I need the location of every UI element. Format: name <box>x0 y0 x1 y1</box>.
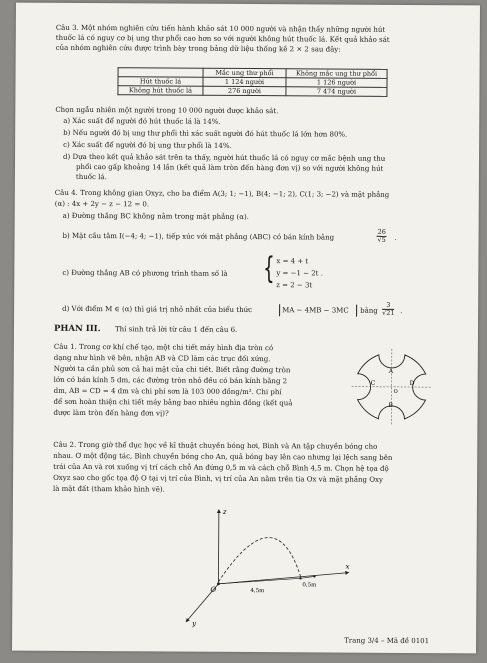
q4-item-d: d) Với điểm M ∈ (α) thì giá trị nhỏ nhất của biểu thức <box>62 304 253 315</box>
table-cell: 7 474 người <box>286 87 387 97</box>
table-row <box>118 86 387 97</box>
fraction-numerator: 26 <box>377 227 386 236</box>
system-brace-icon: { <box>263 251 275 287</box>
p2-line-4: Oxyz sao cho gốc tọa độ O tại vị trí của Bình, vị trí của An nằm trên tia Ox và mặt phẳng Oxy <box>53 473 383 484</box>
label-z: z <box>222 507 227 516</box>
machine-part-figure <box>345 345 438 430</box>
q4-b-end: . <box>394 233 397 242</box>
p2-line-3: trái của An và rơi xuống vị trí cách chỗ An đứng 0,5 m và cách chỗ Bình 4,5 m. Chọn hệ tọa độ <box>53 462 389 473</box>
label-0-5m: 0,5m <box>302 582 317 589</box>
p2-line-2: nhau. Ở một động tác, Bình chuyền bóng cho An, quả bóng bay lên cao nhưng lại lệch sang bên <box>53 451 393 462</box>
fraction-numerator: 3 <box>382 302 394 310</box>
q4-d-equals-word: bằng <box>360 306 378 315</box>
q4-d-fraction <box>382 302 395 317</box>
label-4-5m: 4,5m <box>250 588 265 595</box>
label-o: O <box>393 388 398 395</box>
smoking-table <box>117 67 387 97</box>
p1-line-7: được làm tròn đến hàng đơn vị)? <box>53 408 169 418</box>
q4-item-b: b) Mặt cầu tâm I(−4; 4; −1), tiếp xúc với mặt phẳng (ABC) có bán kính bằng <box>62 231 335 242</box>
q4-c-eq-2: y = −1 − 2t . <box>276 269 323 278</box>
label-origin: O <box>210 585 217 594</box>
p1-line-6: để sơn hoàn thiện chi tiết máy bằng bao nhiêu nghìn đồng (kết quả <box>53 397 293 408</box>
p1-line-4: lớn có bán kính 5 dm, các đường tròn nhỏ đều có bán kính bằng 2 <box>53 375 288 386</box>
q3-item-a: a) Xác suất để người đó hút thuốc lá là 14%. <box>63 116 221 126</box>
q3-item-d-line-2: phổi cao gấp khoảng 14 lần (kết quả làm tròn đến hàng đơn vị) so với người không hút <box>75 162 384 173</box>
p1-line-5: dm, AB = CD = 4 dm và chi phí sơn là 103 000 đồng/m². Chi phí <box>53 386 282 397</box>
part-heading: PHẦN III. <box>53 323 101 335</box>
q4-item-a: a) Đường thẳng BC không nằm trong mặt phẳng (α). <box>62 211 249 222</box>
q4-c-eq-3: z = 2 − 3t <box>276 281 313 290</box>
fraction-denominator: √5 <box>377 235 386 244</box>
label-b: B <box>388 401 393 409</box>
label-x: x <box>345 562 350 571</box>
coordinate-figure <box>162 501 363 630</box>
q4-d-end: . <box>400 306 403 315</box>
label-d: D <box>409 380 415 388</box>
label-c: C <box>370 379 376 387</box>
q3-intro-line-1: Câu 3. Một nhóm nghiên cứu tiến hành khảo sát 10 000 người và nhận thấy những người hút <box>55 23 386 34</box>
part-subtitle: Thí sinh trả lời từ câu 1 đến câu 6. <box>114 325 238 334</box>
table-cell: Không hút thuốc lá <box>118 86 203 96</box>
q3-prompt: Chọn ngẫu nhiên một người trong 10 000 người được khảo sát. <box>55 105 279 116</box>
q4-c-eq-1: x = 4 + t <box>276 257 309 266</box>
table-header-cell: Không mắc ung thư phổi <box>286 69 387 79</box>
q4-b-fraction <box>377 229 387 244</box>
q4-intro-line-2: (α) : 4x + 2y − z − 12 = 0. <box>54 199 150 209</box>
p2-line-1: Câu 2. Trong giờ thể dục học về kĩ thuật chuyền bóng hơi, Bình và An tập chuyền bóng cho <box>53 440 378 451</box>
an-position-point <box>313 575 315 577</box>
q4-item-c: c) Đường thẳng AB có phương trình tham số là <box>62 268 228 278</box>
q3-intro-line-2: thuốc lá có nguy cơ bị ung thư phổi cao hơn so với người không hút thuốc lá. Kết quả khảo sát <box>55 33 390 44</box>
table-cell: Hút thuốc lá <box>118 77 203 87</box>
q3-item-b: b) Nếu người đó bị ung thư phổi thì xác suất người đó hút thuốc lá lớn hơn 80%. <box>63 128 348 139</box>
table-cell: 276 người <box>203 86 286 96</box>
q3-item-d: d) Dựa theo kết quả khảo sát trên ta thấy, người hút thuốc lá có nguy cơ mắc bệnh ung thư <box>63 152 386 163</box>
label-y: y <box>192 619 197 628</box>
table-cell: 1 124 người <box>203 77 286 87</box>
exam-page <box>12 3 480 654</box>
p1-line-2: dạng như hình vẽ bên, nhận AB và CD làm các trục đối xứng. <box>53 353 271 364</box>
table-cell: 1 126 người <box>286 78 387 88</box>
p1-line-1: Câu 1. Trong cơ khí chế tạo, một chi tiết máy hình địa tròn có <box>53 342 274 353</box>
q4-intro-line-1: Câu 4. Trong không gian Oxyz, cho ba điểm A(3; 1; −1), B(4; −1; 2), C(1; 3; −2) và mặt phẳng <box>54 188 390 199</box>
q3-intro-line-3: của nhóm nghiên cứu được trình bày trong bảng dữ liệu thống kê 2 × 2 sau đây: <box>55 43 341 54</box>
p2-line-5: là mặt đất (tham khảo hình vẽ). <box>52 484 165 494</box>
table-header-cell: Mắc ung thư phổi <box>203 68 286 78</box>
distance-4-5-line <box>218 578 300 585</box>
origin-point <box>217 582 220 585</box>
q4-d-vector-expression: MA − 4MB − 3MC <box>282 306 349 315</box>
q3-item-d-line-3: thuốc lá. <box>75 172 107 182</box>
q3-item-c: c) Xác suất để người đó bị ung thư phổi là 14%. <box>63 140 232 150</box>
p1-line-3: Người ta cần phủ sơn cả hai mặt của chi tiết. Biết rằng đường tròn <box>53 364 291 375</box>
page-footer: Trang 3/4 – Mã đề 0101 <box>344 636 430 646</box>
label-a: A <box>388 367 394 375</box>
landing-point <box>299 577 301 579</box>
fraction-denominator: √21 <box>382 308 395 317</box>
ball-trajectory <box>218 537 300 582</box>
